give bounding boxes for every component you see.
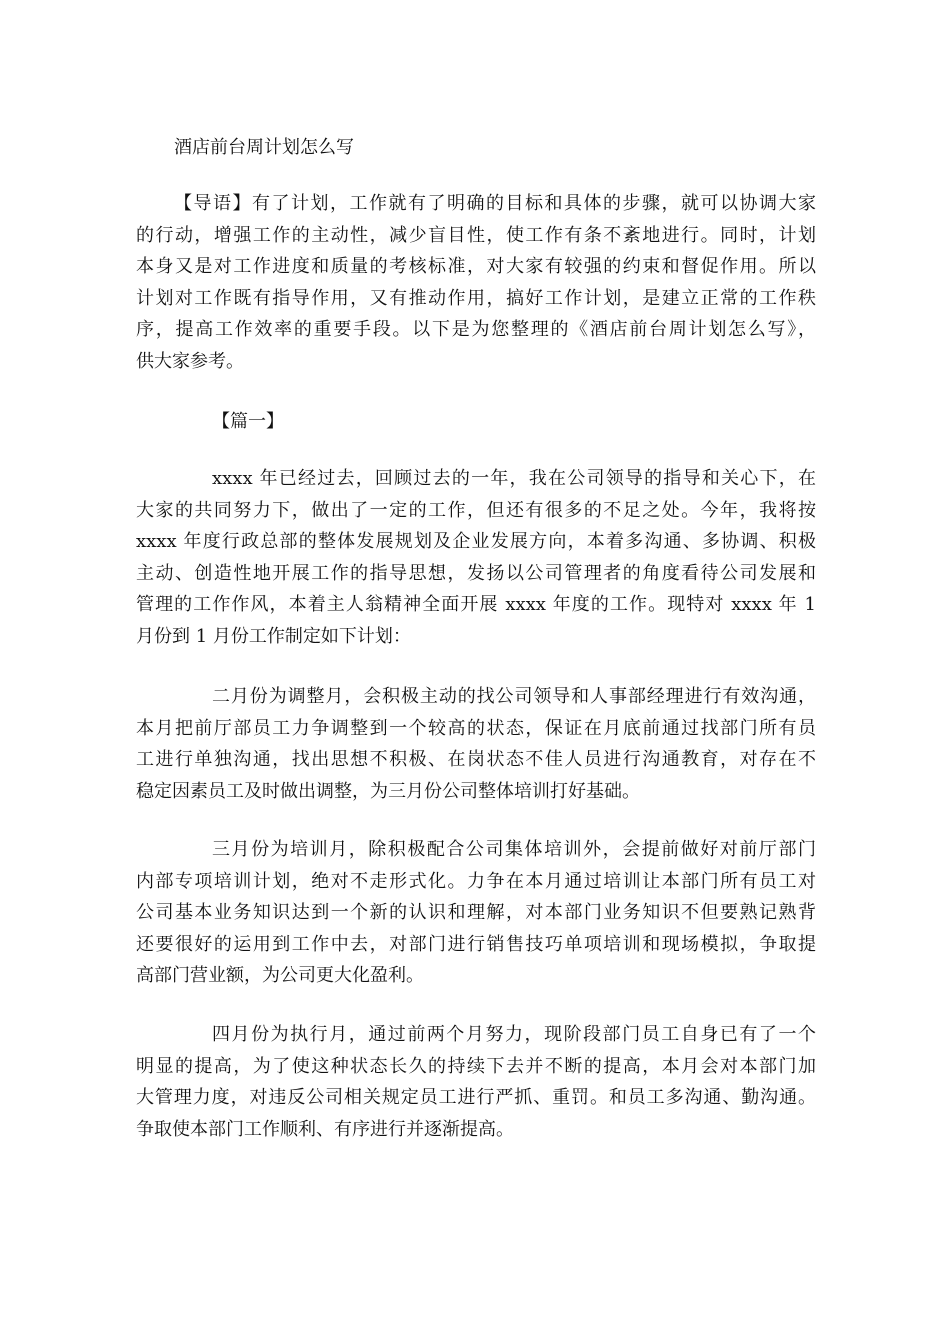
paragraph-line: 本月把前厅部员工力争调整到一个较高的状态，保证在月底前通过找部门所有员 xyxy=(136,717,816,739)
intro-line: 本身又是对工作进度和质量的考核标准，对大家有较强的约束和督促作用。所以 xyxy=(136,256,816,277)
body-paragraph-4 xyxy=(136,1019,816,1145)
document-title: 酒店前台周计划怎么写 xyxy=(174,137,354,158)
paragraph-line: 月份到 1 月份工作制定如下计划： xyxy=(136,625,411,647)
paragraph-line: 公司基本业务知识达到一个新的认识和理解，对本部门业务知识不但要熟记熟背 xyxy=(136,902,816,923)
paragraph-line: 高部门营业额，为公司更大化盈利。 xyxy=(136,965,424,986)
body-paragraph-3 xyxy=(136,834,816,992)
intro-line: 序，提高工作效率的重要手段。以下是为您整理的《酒店前台周计划怎么写》， xyxy=(136,319,816,340)
paragraph-line: 明显的提高，为了使这种状态长久的持续下去并不断的提高，本月会对本部门加 xyxy=(136,1055,816,1077)
section-heading: 【篇一】 xyxy=(212,411,284,432)
paragraph-line: xxxx 年已经过去，回顾过去的一年，我在公司领导的指导和关心下，在 xyxy=(212,468,816,489)
paragraph-line: 还要很好的运用到工作中去，对部门进行销售技巧单项培训和现场模拟，争取提 xyxy=(136,933,816,955)
intro-line: 的行动，增强工作的主动性，减少盲目性，使工作有条不紊地进行。同时，计划 xyxy=(136,224,816,246)
intro-line: 计划对工作既有指导作用，又有推动作用，搞好工作计划，是建立正常的工作秩 xyxy=(136,287,816,309)
paragraph-line: 二月份为调整月，会积极主动的找公司领导和人事部经理进行有效沟通， xyxy=(212,686,816,707)
paragraph-line: 大家的共同努力下，做出了一定的工作，但还有很多的不足之处。今年，我将按 xyxy=(136,499,816,521)
paragraph-line: 主动、创造性地开展工作的指导思想，发扬以公司管理者的角度看待公司发展和 xyxy=(136,562,816,584)
intro-paragraph xyxy=(136,188,816,377)
paragraph-line: 争取使本部门工作顺利、有序进行并逐渐提高。 xyxy=(136,1118,514,1140)
paragraph-line: xxxx 年度行政总部的整体发展规划及企业发展方向，本着多沟通、多协调、积极 xyxy=(136,531,816,552)
paragraph-line: 工进行单独沟通，找出思想不积极、在岗状态不佳人员进行沟通教育，对存在不 xyxy=(136,749,816,770)
paragraph-line: 管理的工作作风，本着主人翁精神全面开展 xxxx 年度的工作。现特对 xxxx 年 1 xyxy=(136,594,816,615)
body-paragraph-2 xyxy=(136,681,816,807)
paragraph-line: 四月份为执行月，通过前两个月努力，现阶段部门员工自身已有了一个 xyxy=(212,1024,816,1045)
paragraph-line: 内部专项培训计划，绝对不走形式化。力争在本月通过培训让本部门所有员工对 xyxy=(136,870,816,892)
paragraph-line: 稳定因素员工及时做出调整，为三月份公司整体培训打好基础。 xyxy=(136,780,640,802)
intro-line: 供大家参考。 xyxy=(136,350,244,372)
paragraph-line: 三月份为培训月，除积极配合公司集体培训外，会提前做好对前厅部门 xyxy=(212,839,816,860)
intro-line: 【导语】有了计划，工作就有了明确的目标和具体的步骤，就可以协调大家 xyxy=(174,193,816,214)
body-paragraph-1 xyxy=(136,463,816,652)
paragraph-line: 大管理力度，对违反公司相关规定员工进行严抓、重罚。和员工多沟通、勤沟通。 xyxy=(136,1087,816,1108)
